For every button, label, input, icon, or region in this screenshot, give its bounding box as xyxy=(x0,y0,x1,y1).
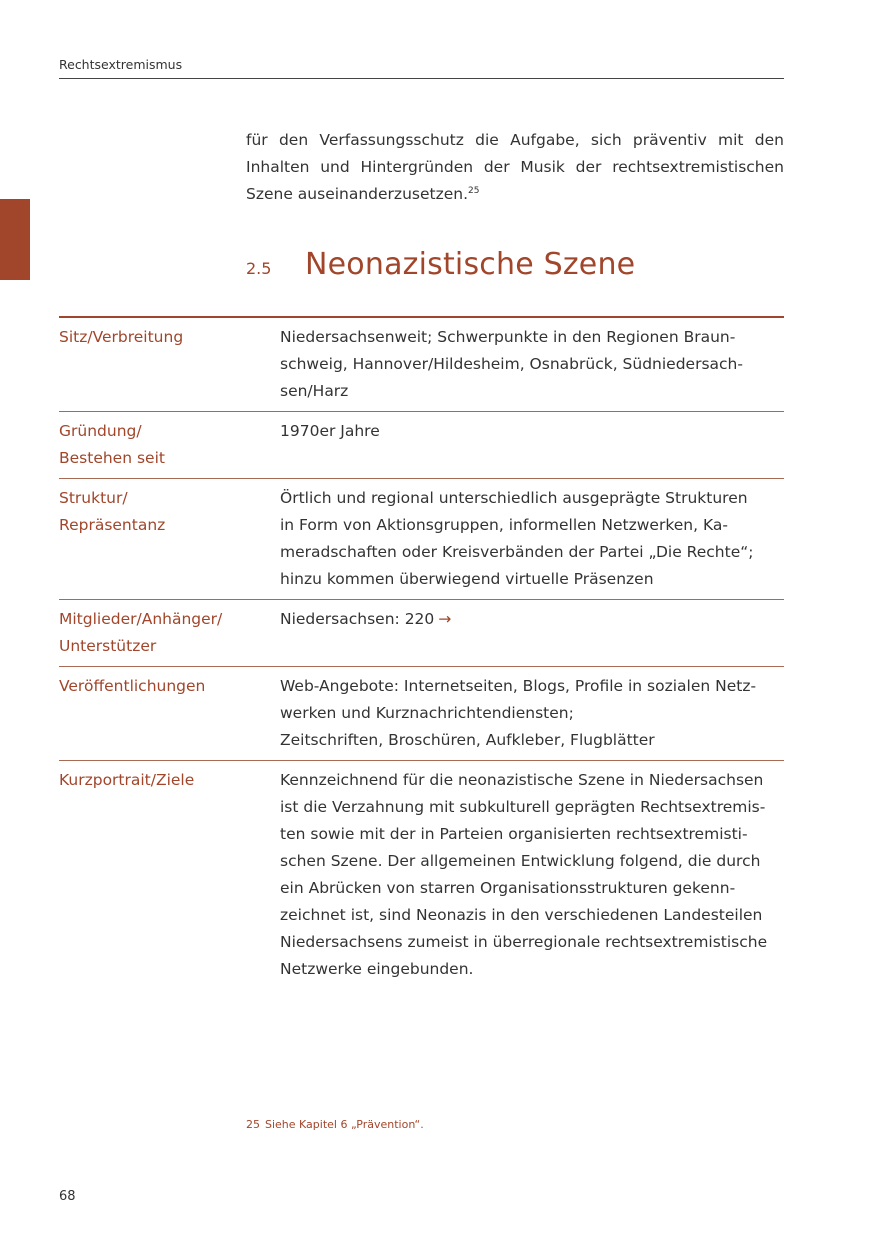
value-line: ist die Verzahnung mit subkulturell geprägten Rechtsextremis- xyxy=(280,798,766,816)
row-label xyxy=(59,479,280,600)
footnote-text: Siehe Kapitel 6 „Prävention“. xyxy=(265,1118,424,1131)
row-value xyxy=(280,317,784,412)
table-row xyxy=(59,412,784,479)
value-line: Netzwerke eingebunden. xyxy=(280,960,474,978)
section-number: 2.5 xyxy=(246,259,272,278)
label-line: Veröffentlichungen xyxy=(59,677,206,695)
label-line: Gründung/ xyxy=(59,422,142,440)
label-line: Kurzportrait/Ziele xyxy=(59,771,195,789)
label-line: Struktur/ xyxy=(59,489,128,507)
row-value xyxy=(280,600,784,667)
label-line: Mitglieder/Anhänger/ xyxy=(59,610,223,628)
row-label xyxy=(59,412,280,479)
value-line: hinzu kommen überwiegend virtuelle Präsenzen xyxy=(280,570,654,588)
row-value xyxy=(280,667,784,761)
table-row xyxy=(59,667,784,761)
row-value xyxy=(280,761,784,990)
footnote xyxy=(246,1118,424,1131)
row-label xyxy=(59,317,280,412)
running-title: Rechtsextremismus xyxy=(59,57,183,72)
value-line: Kennzeichnend für die neonazistische Szene in Niedersachsen xyxy=(280,771,764,789)
table-row xyxy=(59,600,784,667)
label-line: Repräsentanz xyxy=(59,516,166,534)
label-line: Sitz/Verbreitung xyxy=(59,328,184,346)
section-heading xyxy=(246,247,784,282)
table-row xyxy=(59,479,784,600)
label-line: Bestehen seit xyxy=(59,449,165,467)
value-line: zeichnet ist, sind Neonazis in den verschiedenen Landesteilen xyxy=(280,906,763,924)
profile-table xyxy=(59,316,784,989)
value-line xyxy=(280,606,784,633)
value-line: in Form von Aktionsgruppen, informellen Netzwerken, Ka- xyxy=(280,516,728,534)
value-line: meradschaften oder Kreisverbänden der Partei „Die Rechte“; xyxy=(280,543,754,561)
value-line: Niedersachsens zumeist in überregionale rechtsextremistische xyxy=(280,933,768,951)
value-line: Zeitschriften, Broschüren, Aufkleber, Flugblätter xyxy=(280,731,655,749)
label-line: Unterstützer xyxy=(59,637,157,655)
row-value xyxy=(280,479,784,600)
value-line: Örtlich und regional unterschiedlich ausgeprägte Strukturen xyxy=(280,489,748,507)
section-title: Neonazistische Szene xyxy=(305,247,636,282)
intro-text: für den Verfassungsschutz die Aufgabe, sich präventiv mit den Inhalten und Hintergründen der Musik der rechtsextremistischen Szene auseinanderzusetzen. xyxy=(246,131,784,203)
table-row xyxy=(59,317,784,412)
value-line: ein Abrücken von starren Organisationsstrukturen gekenn- xyxy=(280,879,736,897)
value-line: 1970er Jahre xyxy=(280,422,380,440)
page-number: 68 xyxy=(59,1189,76,1204)
value-line: schen Szene. Der allgemeinen Entwicklung folgend, die durch xyxy=(280,852,761,870)
right-arrow-icon: → xyxy=(438,610,452,628)
row-label xyxy=(59,761,280,990)
row-label xyxy=(59,600,280,667)
running-header xyxy=(59,57,784,79)
row-label xyxy=(59,667,280,761)
member-count: Niedersachsen: 220 xyxy=(280,610,435,628)
value-line: Niedersachsenweit; Schwerpunkte in den Regionen Braun- xyxy=(280,328,736,346)
value-line: schweig, Hannover/Hildesheim, Osnabrück, Südniedersach- xyxy=(280,355,743,373)
value-line: werken und Kurznachrichtendiensten; xyxy=(280,704,574,722)
value-line: ten sowie mit der in Parteien organisierten rechtsextremisti- xyxy=(280,825,748,843)
table-row xyxy=(59,761,784,990)
value-line: sen/Harz xyxy=(280,382,349,400)
value-line: Web-Angebote: Internetseiten, Blogs, Profile in sozialen Netz- xyxy=(280,677,757,695)
intro-paragraph xyxy=(246,127,784,208)
footnote-reference[interactable]: 25 xyxy=(468,186,480,196)
footnote-number: 25 xyxy=(246,1118,260,1131)
chapter-side-tab xyxy=(0,199,30,280)
row-value xyxy=(280,412,784,479)
